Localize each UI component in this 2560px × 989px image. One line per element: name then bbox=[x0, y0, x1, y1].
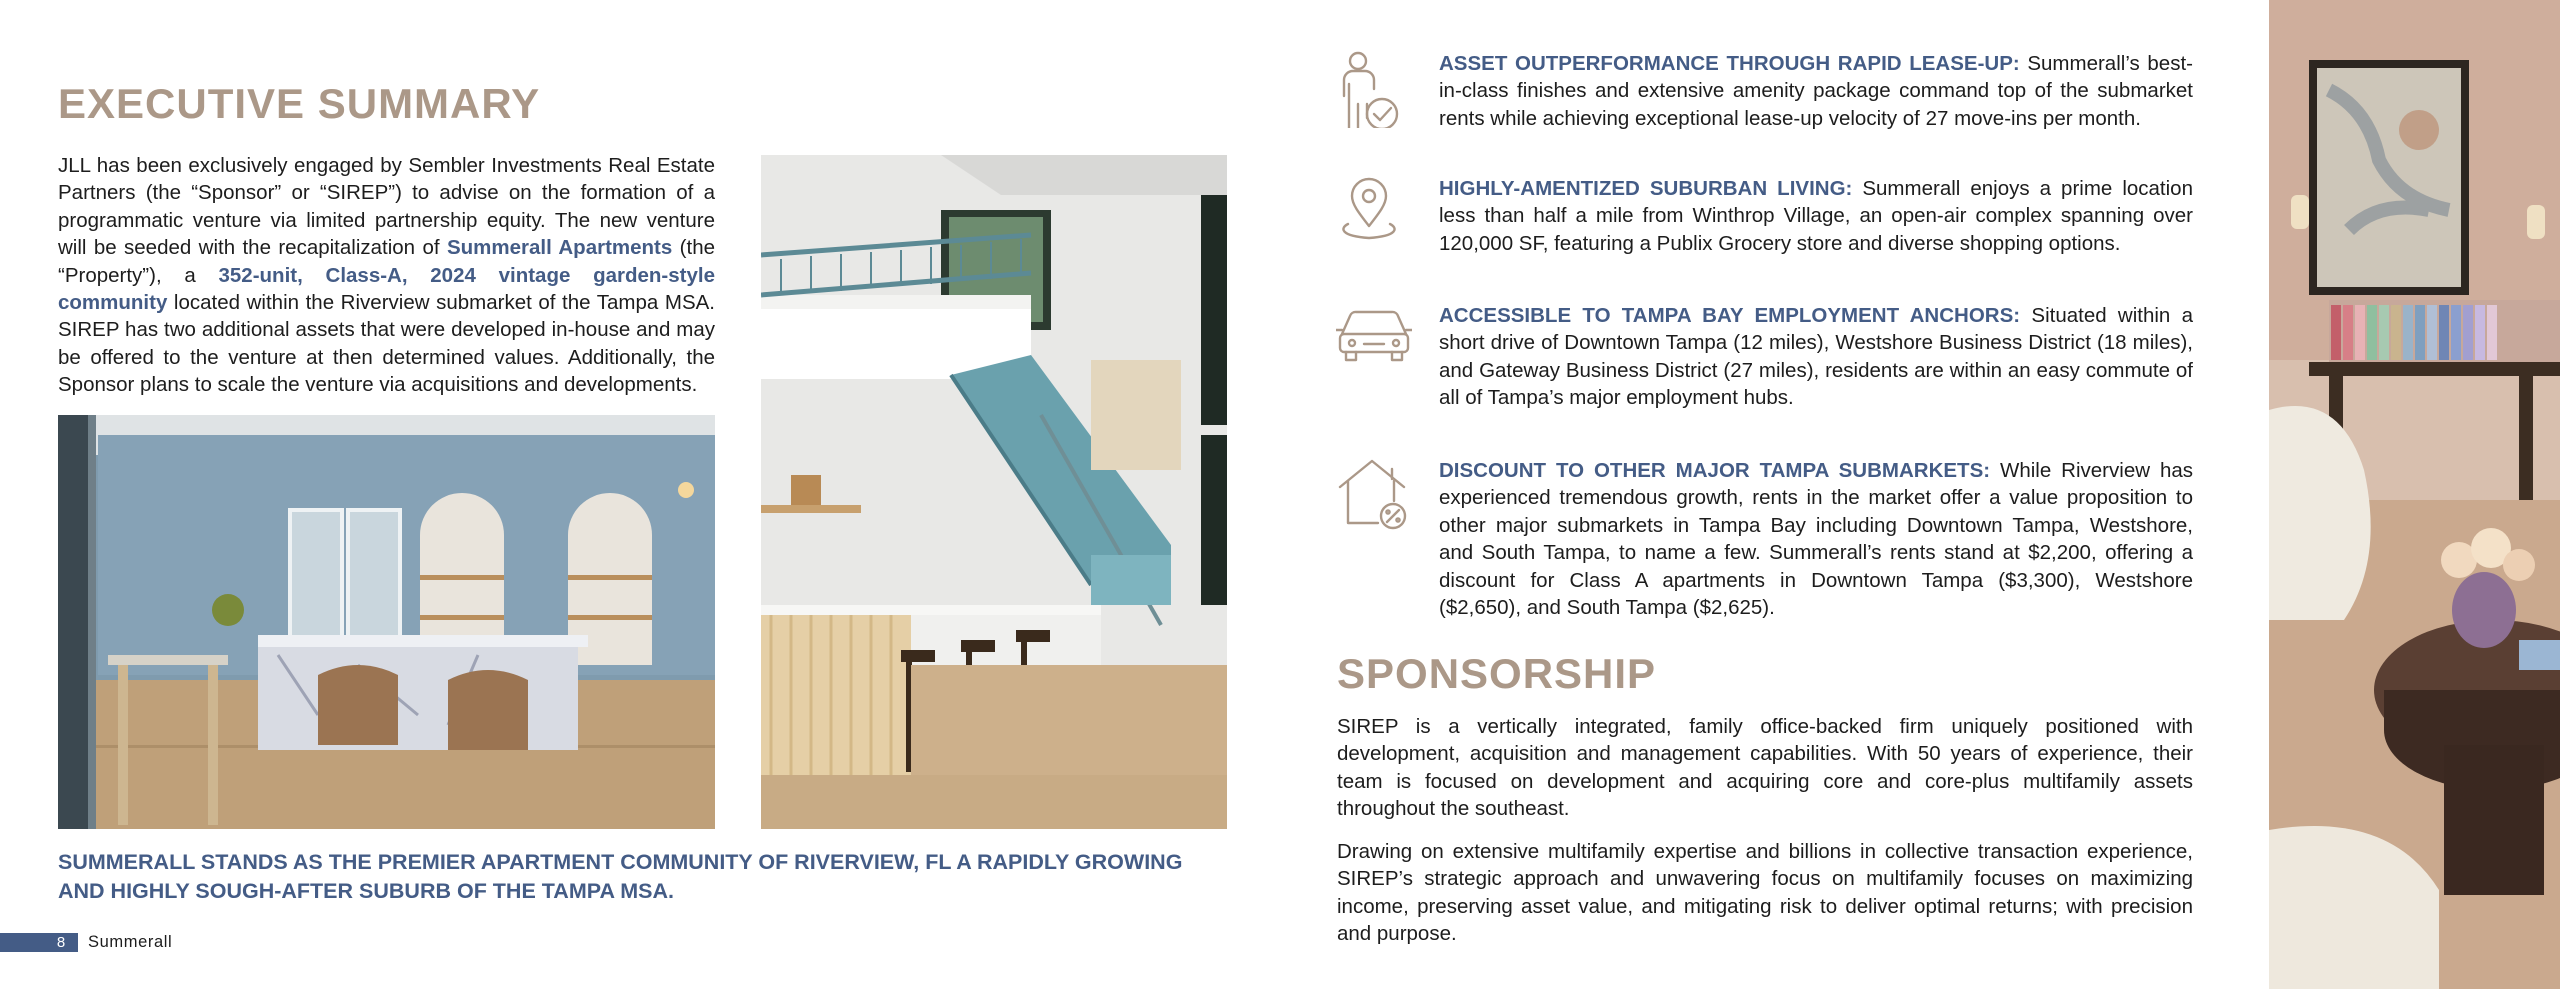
house-discount-icon bbox=[1336, 455, 1406, 535]
point-submarket-discount-title: DISCOUNT TO OTHER MAJOR TAMPA SUBMARKETS: bbox=[1439, 459, 1991, 482]
clubhouse-kitchen-photo bbox=[58, 415, 715, 829]
car-icon bbox=[1336, 306, 1406, 386]
closing-statement: SUMMERALL STANDS AS THE PREMIER APARTMENT COMMUNITY OF RIVERVIEW, FL A RAPIDLY GROWING AND HIGHLY SOUGH-AFTER SUBURB OF THE TAMPA MSA. bbox=[58, 850, 1183, 903]
point-lease-up bbox=[1439, 50, 2193, 132]
point-submarket-discount bbox=[1439, 457, 2193, 621]
point-lease-up-text: Summerall’s best-in-class finishes and extensive amenity package command top of the submarket rents while achieving exceptional lease-up velocity of 27 move-ins per month. bbox=[1439, 52, 2193, 130]
property-name-highlight: Summerall Apartments bbox=[446, 236, 673, 260]
property-spec-highlight: 352-unit, Class-A, 2024 vintage garden-style community bbox=[58, 263, 715, 315]
staircase-interior-photo bbox=[761, 155, 1227, 829]
summary-text-3: located within the Riverview submarket of the Tampa MSA. SIREP has two additional assets that were developed in-house and may be offered to the venture at then determined values. Additionally, the Sponsor plans to scale the venture via acquisitions and developments. bbox=[58, 291, 715, 397]
summary-text-2: (the “Property”), a bbox=[58, 236, 715, 287]
summary-text-1: JLL has been exclusively engaged by Sembler Investments Real Estate Partners (the “Sponsor” or “SIREP”) to advise on the formation of a programmatic venture via limited partnership equity. The new venture will be seeded with the recapitalization of bbox=[58, 154, 715, 260]
sponsorship-paragraph-2: Drawing on extensive multifamily expertise and billions in collective transaction experience, SIREP’s strategic approach and unwavering focus on multifamily focuses on maximizing income, preserving asset value, and mitigating risk to deliver optimal returns; with precision and purpose. bbox=[1337, 840, 2193, 946]
executive-summary-title: EXECUTIVE SUMMARY bbox=[58, 80, 541, 127]
person-check-icon bbox=[1336, 48, 1406, 128]
sponsorship-title: SPONSORSHIP bbox=[1337, 650, 1657, 697]
point-employment-anchors-title: ACCESSIBLE TO TAMPA BAY EMPLOYMENT ANCHORS: bbox=[1439, 304, 2021, 327]
footer-document-name: Summerall bbox=[88, 933, 173, 951]
living-room-photo bbox=[2269, 0, 2560, 989]
location-pin-icon bbox=[1336, 174, 1406, 254]
point-employment-anchors-text: Situated within a short drive of Downtown Tampa (12 miles), Westshore Business District (18 miles), and Gateway Business District (27 miles), residents are within an easy commute of all of Tampa’s major employment hubs. bbox=[1439, 304, 2193, 410]
point-suburban-living-text: Summerall enjoys a prime location less than half a mile from Winthrop Village, an open-air complex spanning over 120,000 SF, featuring a Publix Grocery store and diverse shopping options. bbox=[1439, 177, 2193, 255]
executive-summary-paragraph bbox=[58, 152, 715, 399]
point-suburban-living bbox=[1439, 175, 2193, 257]
sponsorship-paragraph-1: SIREP is a vertically integrated, family office-backed firm uniquely positioned with development, acquisition and management capabilities. With 50 years of experience, their team is focused on development and acquiring core and core-plus multifamily assets throughout the southeast. bbox=[1337, 715, 2193, 821]
page-number: 8 bbox=[56, 934, 66, 951]
point-lease-up-title: ASSET OUTPERFORMANCE THROUGH RAPID LEASE-UP: bbox=[1439, 52, 2020, 75]
point-employment-anchors bbox=[1439, 302, 2193, 412]
point-submarket-discount-text: While Riverview has experienced tremendous growth, rents in the market offer a value proposition to other major submarkets in Tampa Bay including Downtown Tampa, Westshore, and South Tampa, to name a few. Summerall’s rents stand at $2,200, offering a discount for Class A apartments in Downtown Tampa ($3,300), Westshore ($2,650), and South Tampa ($2,625). bbox=[1439, 459, 2193, 620]
point-suburban-living-title: HIGHLY-AMENTIZED SUBURBAN LIVING: bbox=[1439, 177, 1853, 200]
